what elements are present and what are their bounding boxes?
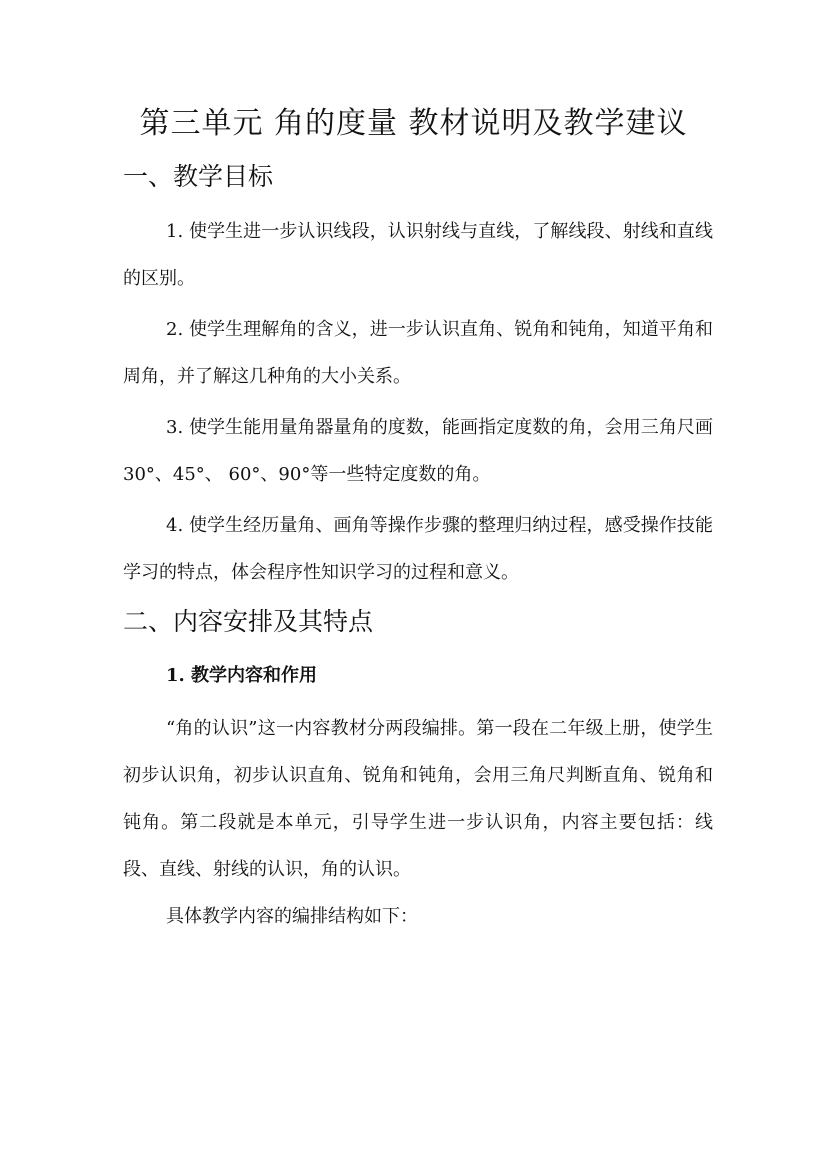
document-title: 第三单元 角的度量 教材说明及教学建议 [139,106,688,141]
content-paragraph-1: “角的认识”这一内容教材分两段编排。第一段在二年级上册，使学生初步认识角，初步认识直角、锐角和钝角，会用三角尺判断直角、锐角和钝角。第二段就是本单元，引导学生进一步认识角，内容主要包括：线段、直线、射线的认识，角的认识。 [123,718,713,880]
goal-item-1: 1. 使学生进一步认识线段，认识射线与直线，了解线段、射线和直线的区别。 [123,221,713,289]
goal-item-4: 4. 使学生经历量角、画角等操作步骤的整理归纳过程，感受操作技能学习的特点，体会程序性知识学习的过程和意义。 [123,515,713,583]
content-paragraph-2: 具体教学内容的编排结构如下： [166,906,418,927]
goal-item-3: 3. 使学生能用量角器量角的度数，能画指定度数的角，会用三角尺画 30°、45°、 60°、90°等一些特定度数的角。 [123,417,713,485]
section-heading-teaching-goals: 一、教学目标 [123,162,274,191]
section-heading-content-arrangement: 二、内容安排及其特点 [123,607,374,636]
goal-item-2: 2. 使学生理解角的含义，进一步认识直角、锐角和钝角，知道平角和周角，并了解这几种角的大小关系。 [123,319,713,387]
subheading-teaching-content: 1. 教学内容和作用 [166,665,318,686]
